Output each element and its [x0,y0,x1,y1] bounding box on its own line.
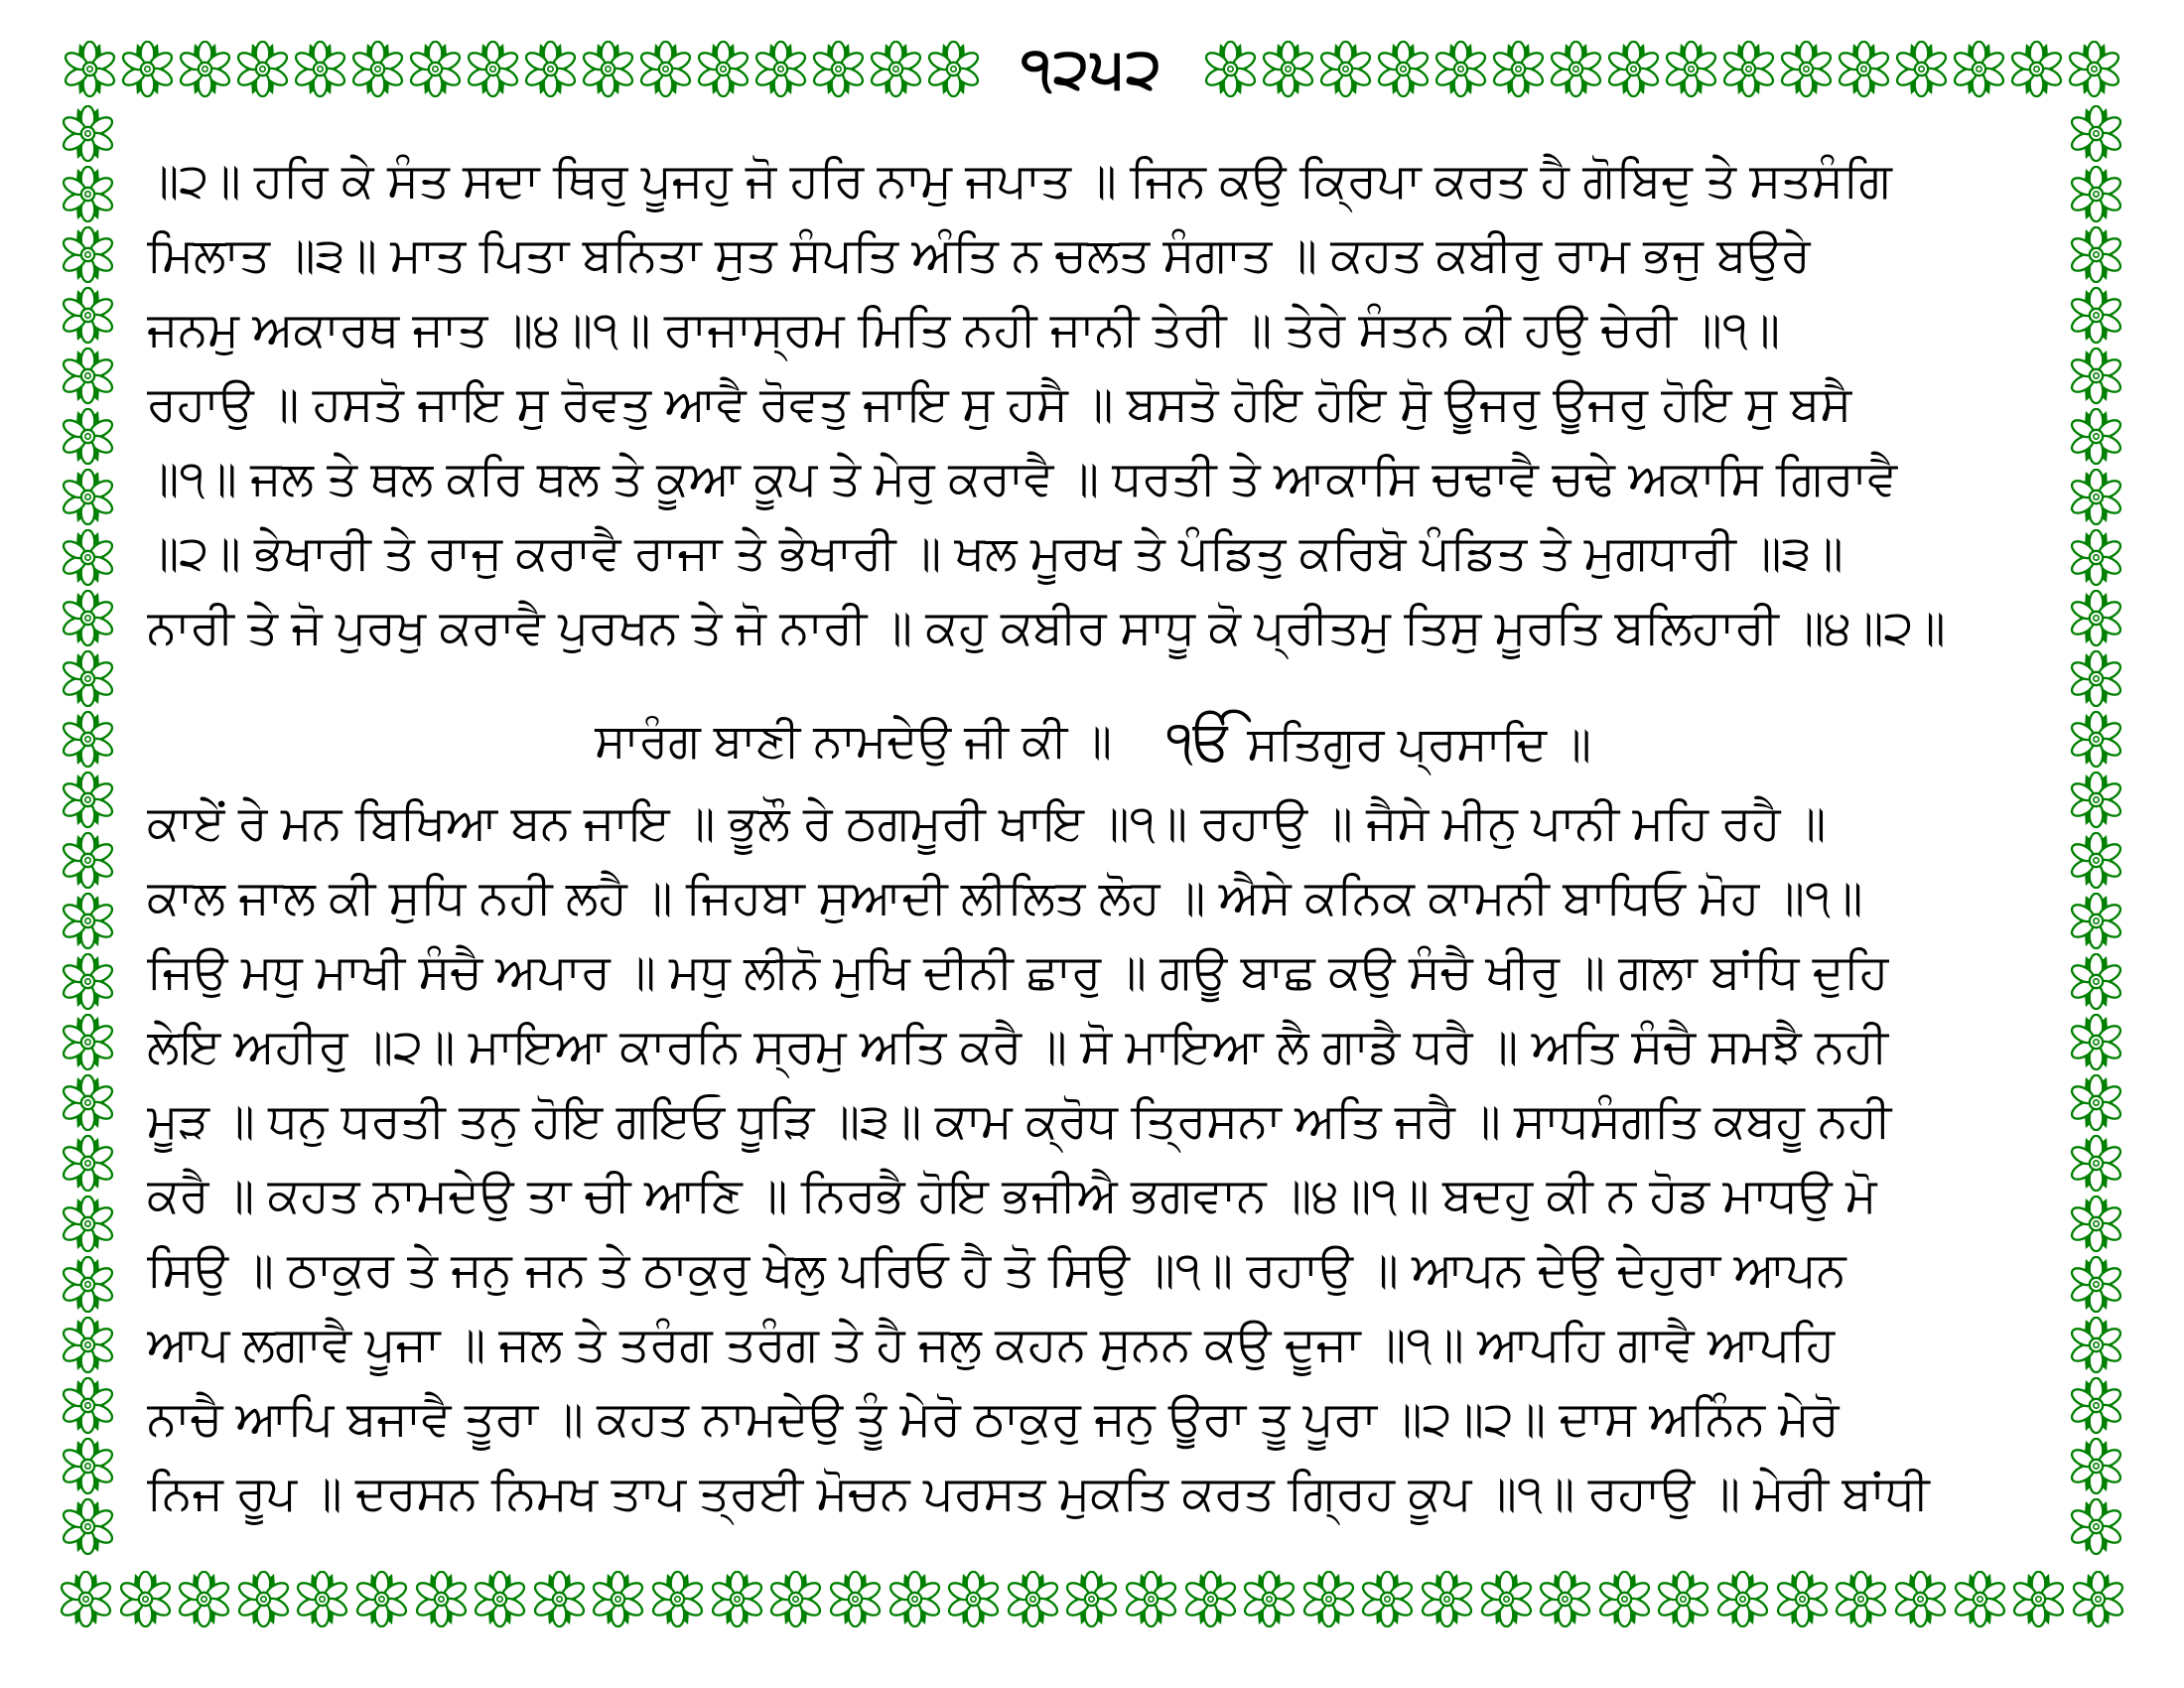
flower-icon [925,41,982,97]
flower-icon [827,1571,884,1627]
flower-icon [1655,1571,1711,1627]
flower-icon [1537,1571,1593,1627]
ik-onkar-symbol: ੴ [1166,708,1235,772]
flower-icon [2068,893,2124,949]
flower-icon [60,1256,116,1313]
flower-icon [292,41,348,97]
flower-icon [60,348,116,404]
flower-icon [465,41,521,97]
flower-icon [2068,348,2124,404]
scripture-line: ਨਾਰੀ ਤੇ ਜੋ ਪੁਰਖੁ ਕਰਾਵੈ ਪੁਰਖਨ ਤੇ ਜੋ ਨਾਰੀ ॥ ਕਹੁ ਕਬੀਰ ਸਾਧੂ ਕੋ ਪ੍ਰੀਤਮੁ ਤਿਸੁ ਮੂਰਤਿ ਬਲਿਹਾਰੀ ॥੪॥੨॥ [147,602,1946,654]
flower-icon [60,893,116,949]
flower-icon [1833,1571,1889,1627]
scripture-line: ਜਨਮੁ ਅਕਾਰਥ ਜਾਤ ॥੪॥੧॥ ਰਾਜਾਸ੍ਰਮ ਮਿਤਿ ਨਹੀ ਜਾਨੀ ਤੇਰੀ ॥ ਤੇਰੇ ਸੰਤਨ ਕੀ ਹਉ ਚੇਰੀ ॥੧॥ [147,304,1781,356]
scripture-line: ਆਪ ਲਗਾਵੈ ਪੂਜਾ ॥ ਜਲ ਤੇ ਤਰੰਗ ਤਰੰਗ ਤੇ ਹੈ ਜਲੁ ਕਹਨ ਸੁਨਨ ਕਉ ਦੂਜਾ ॥੧॥ ਆਪਹਿ ਗਾਵੈ ਆਪਹਿ [147,1319,1836,1371]
flower-icon [119,41,176,97]
scripture-line: ਮੂੜ ॥ ਧਨੁ ਧਰਤੀ ਤਨੁ ਹੋਇ ਗਇਓ ਧੂੜਿ ॥੩॥ ਕਾਮ ਕ੍ਰੋਧ ਤ੍ਰਿਸਨਾ ਅਤਿ ਜਰੈ ॥ ਸਾਧਸੰਗਤਿ ਕਬਹੂ ਨਹੀ [147,1095,1892,1148]
flower-icon [1714,1571,1771,1627]
flower-icon [2068,166,2124,222]
bani-title: ਸਾਰੰਗ ਬਾਣੀ ਨਾਮਦੇਉ ਜੀ ਕੀ ॥ [595,713,1113,767]
bottom-border [58,1571,2126,1627]
flower-icon [60,1135,116,1192]
flower-icon [413,1571,470,1627]
flower-icon [1317,41,1374,97]
flower-icon [2068,1377,2124,1434]
flower-icon [1893,41,1950,97]
flower-icon [1182,1571,1239,1627]
scripture-line: ॥੨॥ ਭੇਖਾਰੀ ਤੇ ਰਾਜੁ ਕਰਾਵੈ ਰਾਜਾ ਤੇ ਭੇਖਾਰੀ ॥ ਖਲ ਮੂਰਖ ਤੇ ਪੰਡਿਤੁ ਕਰਿਬੋ ਪੰਡਿਤ ਤੇ ਮੁਗਧਾਰੀ ॥੩॥ [147,527,1843,580]
bani-heading [147,695,2039,786]
scripture-text [147,144,2039,1531]
namdev-sarang-section [147,786,2039,1531]
flower-icon [2066,41,2122,97]
flower-icon [1260,41,1316,97]
flower-icon [1605,41,1662,97]
flower-icon [649,1571,706,1627]
flower-icon [2068,1317,2124,1373]
scripture-line: ਕਾਲ ਜਾਲ ਕੀ ਸੁਧਿ ਨਹੀ ਲਹੈ ॥ ਜਿਹਬਾ ਸੁਆਦੀ ਲੀਲਿਤ ਲੋਹ ॥ ਐਸੇ ਕਨਿਕ ਕਾਮਨੀ ਬਾਧਿਓ ਮੋਹ ॥੧॥ [147,872,1863,924]
flower-icon [1952,1571,2008,1627]
flower-icon [2068,1074,2124,1131]
scripture-line: ਰਹਾਉ ॥ ਹਸਤੋ ਜਾਇ ਸੁ ਰੋਵਤੁ ਆਵੈ ਰੋਵਤੁ ਜਾਇ ਸੁ ਹਸੈ ॥ ਬਸਤੋ ਹੋਇ ਹੋਇ ਸੋੁ ਊਜਰੁ ਊਜਰੁ ਹੋਇ ਸੁ ਬਸੈ [147,378,1852,431]
flower-icon [60,1438,116,1494]
flower-icon [60,1196,116,1252]
flower-icon [235,1571,292,1627]
flower-icon [1123,1571,1179,1627]
flower-icon [637,41,694,97]
flower-icon [60,1074,116,1131]
scripture-line: ਸਿਉ ॥ ਠਾਕੁਰ ਤੇ ਜਨੁ ਜਨ ਤੇ ਠਾਕੁਰੁ ਖੇਲੁ ਪਰਿਓ ਹੈ ਤੋ ਸਿਉ ॥੧॥ ਰਹਾਉ ॥ ਆਪਨ ਦੇਉ ਦੇਹੁਰਾ ਆਪਨ [147,1244,1846,1297]
flower-icon [60,166,116,222]
flower-icon [2068,1196,2124,1252]
flower-icon [1300,1571,1357,1627]
flower-icon [2068,469,2124,525]
flower-icon [2010,1571,2067,1627]
flower-icon [1202,41,1259,97]
flower-icon [407,41,464,97]
flower-icon [2008,41,2065,97]
page-number: ੧੨੫੨ [1021,37,1163,100]
flower-icon [590,1571,646,1627]
flower-icon [1241,1571,1297,1627]
flower-icon [349,41,406,97]
flower-icon [2068,1498,2124,1555]
flower-icon [60,650,116,707]
flower-icon [1951,41,2007,97]
flower-icon [1433,41,1489,97]
flower-icon [2068,408,2124,465]
flower-icon [2068,226,2124,283]
scripture-line: ॥੨॥ ਹਰਿ ਕੇ ਸੰਤ ਸਦਾ ਥਿਰੁ ਪੂਜਹੁ ਜੋ ਹਰਿ ਨਾਮੁ ਜਪਾਤ ॥ ਜਿਨ ਕਉ ਕ੍ਰਿਪਾ ਕਰਤ ਹੈ ਗੋਬਿਦੁ ਤੇ ਸਤਸੰਗਿ [147,155,1892,208]
flower-icon [1548,41,1604,97]
flower-icon [767,1571,824,1627]
flower-icon [1778,41,1835,97]
flower-icon [60,1498,116,1555]
right-border [2068,105,2124,1567]
flower-icon [60,469,116,525]
flower-icon [2070,1571,2126,1627]
flower-icon [1063,1571,1120,1627]
flower-icon [945,1571,1002,1627]
flower-icon [60,832,116,889]
flower-icon [353,1571,410,1627]
flower-icon [1490,41,1547,97]
flower-icon [1596,1571,1653,1627]
scripture-line: ॥੧॥ ਜਲ ਤੇ ਥਲ ਕਰਿ ਥਲ ਤੇ ਕੂਆ ਕੂਪ ਤੇ ਮੇਰੁ ਕਰਾਵੈ ॥ ਧਰਤੀ ਤੇ ਆਕਾਸਿ ਚਢਾਵੈ ਚਢੇ ਅਕਾਸਿ ਗਿਰਾਵੈ [147,453,1898,505]
flower-icon [58,1571,114,1627]
flower-icon [1478,1571,1535,1627]
flower-icon [2068,1135,2124,1192]
flower-icon [1774,1571,1831,1627]
flower-icon [1663,41,1719,97]
flower-icon [2068,772,2124,828]
flower-icon [60,590,116,646]
top-border-right-flowers [1202,41,2122,97]
flower-icon [1005,1571,1061,1627]
flower-icon [1359,1571,1416,1627]
flower-icon [2068,650,2124,707]
flower-icon [60,1317,116,1373]
flower-icon [2068,529,2124,586]
flower-icon [2068,1256,2124,1313]
flower-icon [1892,1571,1949,1627]
mangal-invocation [1166,708,1591,774]
flower-icon [1836,41,1892,97]
flower-icon [60,105,116,162]
flower-icon [531,1571,588,1627]
flower-icon [695,41,751,97]
flower-icon [177,41,233,97]
flower-icon [294,1571,350,1627]
flower-icon [580,41,636,97]
flower-icon [472,1571,528,1627]
flower-icon [1419,1571,1475,1627]
flower-icon [2068,590,2124,646]
flower-icon [868,41,924,97]
flower-icon [60,408,116,465]
scripture-line: ਨਾਚੈ ਆਪਿ ਬਜਾਵੈ ਤੂਰਾ ॥ ਕਹਤ ਨਾਮਦੇਉ ਤੂੰ ਮੇਰੋ ਠਾਕੁਰੁ ਜਨੁ ਊਰਾ ਤੂ ਪੂਰਾ ॥੨॥੨॥ ਦਾਸ ਅਨਿੰਨ ਮੇਰੋ [147,1393,1840,1446]
flower-icon [810,41,867,97]
scripture-line: ਕਾਏਂ ਰੇ ਮਨ ਬਿਖਿਆ ਬਨ ਜਾਇ ॥ ਭੂਲੌ ਰੇ ਠਗਮੂਰੀ ਖਾਇ ॥੧॥ ਰਹਾਉ ॥ ਜੈਸੇ ਮੀਨੁ ਪਾਨੀ ਮਹਿ ਰਹੈ ॥ [147,797,1827,850]
flower-icon [62,41,118,97]
flower-icon [60,226,116,283]
scripture-line: ਮਿਲਾਤ ॥੩॥ ਮਾਤ ਪਿਤਾ ਬਨਿਤਾ ਸੁਤ ਸੰਪਤਿ ਅੰਤਿ ਨ ਚਲਤ ਸੰਗਾਤ ॥ ਕਹਤ ਕਬੀਰੁ ਰਾਮ ਭਜੁ ਬਉਰੇ [147,229,1811,282]
flower-icon [887,1571,943,1627]
flower-icon [1720,41,1777,97]
flower-icon [60,1377,116,1434]
scripture-line: ਕਰੈ ॥ ਕਹਤ ਨਾਮਦੇਉ ਤਾ ਚੀ ਆਣਿ ॥ ਨਿਰਭੈ ਹੋਇ ਭਜੀਐ ਭਗਵਾਨ ॥੪॥੧॥ ਬਦਹੁ ਕੀ ਨ ਹੋਡ ਮਾਧਉ ਮੋ [147,1170,1877,1222]
kabir-sarang-section [147,144,2039,665]
flower-icon [2068,832,2124,889]
flower-icon [522,41,579,97]
flower-icon [117,1571,174,1627]
flower-icon [2068,287,2124,344]
flower-icon [60,1014,116,1070]
scripture-line: ਨਿਜ ਰੂਪ ॥ ਦਰਸਨ ਨਿਮਖ ਤਾਪ ਤ੍ਰਈ ਮੋਚਨ ਪਰਸਤ ਮੁਕਤਿ ਕਰਤ ਗ੍ਰਿਹ ਕੂਪ ॥੧॥ ਰਹਾਉ ॥ ਮੇਰੀ ਬਾਂਧੀ [147,1468,1930,1520]
flower-icon [2068,711,2124,768]
top-border [62,33,2122,104]
flower-icon [2068,953,2124,1010]
scripture-line: ਲੇਇ ਅਹੀਰੁ ॥੨॥ ਮਾਇਆ ਕਾਰਨਿ ਸ੍ਰਮੁ ਅਤਿ ਕਰੈ ॥ ਸੋ ਮਾਇਆ ਲੈ ਗਾਡੈ ਧਰੈ ॥ ਅਤਿ ਸੰਚੈ ਸਮਝੈ ਨਹੀ [147,1021,1889,1073]
flower-icon [60,711,116,768]
flower-icon [1375,41,1432,97]
invocation-text: ਸਤਿਗੁਰ ਪ੍ਰਸਾਦਿ ॥ [1247,716,1591,770]
flower-icon [60,772,116,828]
left-border [60,105,116,1567]
flower-icon [2068,1438,2124,1494]
flower-icon [60,529,116,586]
scripture-line: ਜਿਉ ਮਧੁ ਮਾਖੀ ਸੰਚੈ ਅਪਾਰ ॥ ਮਧੁ ਲੀਨੋ ਮੁਖਿ ਦੀਨੀ ਛਾਰੁ ॥ ਗਊ ਬਾਛ ਕਉ ਸੰਚੈ ਖੀਰੁ ॥ ਗਲਾ ਬਾਂਧਿ ਦੁਹਿ [147,946,1889,999]
flower-icon [60,953,116,1010]
flower-icon [60,287,116,344]
top-border-left-flowers [62,41,982,97]
flower-icon [176,1571,232,1627]
flower-icon [2068,1014,2124,1070]
flower-icon [234,41,291,97]
flower-icon [709,1571,765,1627]
flower-icon [752,41,809,97]
flower-icon [2068,105,2124,162]
